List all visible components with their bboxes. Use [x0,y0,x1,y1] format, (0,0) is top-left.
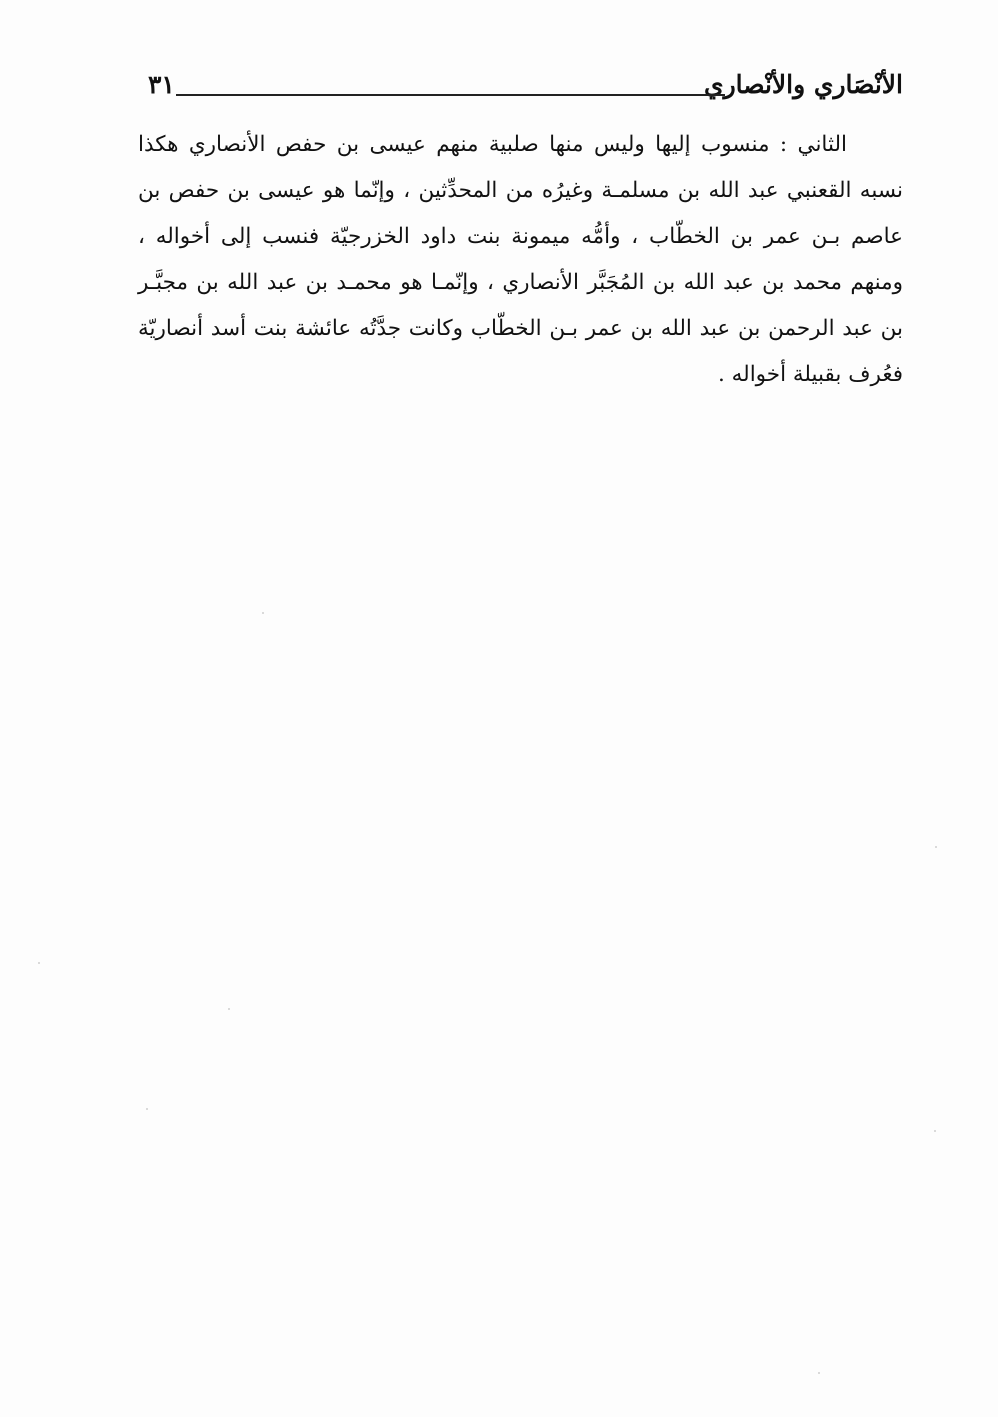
body-text [138,122,903,398]
header-rule [176,94,725,96]
scan-speck [934,1130,936,1132]
running-title: الأنْصَاري والأنْصاري [704,70,903,99]
scan-speck [228,1008,230,1010]
scan-speck [262,612,264,614]
scan-speck [818,1372,820,1374]
scan-speck [146,1108,148,1110]
paragraph: الثاني : منسوب إليها وليس منها صلبية منهم عيسى بن حفص الأنصاري هكذا نسبه القعنبي عبد الله بن مسلمـة وغيرُه من المحدِّثين ، وإنّما هو عيسى بن حفص بن عاصم بـن عمر بن الخطّاب ، وأمُّه ميمونة بنت داود الخزرجيّة فنسب إلى أخواله ، ومنهم محمد بن عبد الله بن المُجَبَّر الأنصاري ، وإنّمـا هو محمـد بن عبد الله بن مجبَّـر بن عبد الرحمن بن عبد الله بن عمر بـن الخطّاب وكانت جدَّتُه عائشة بنت أسد أنصاريّة فعُرف بقبيلة أخواله . [138,132,903,387]
running-header [148,68,903,112]
scan-speck [935,846,937,848]
scan-speck [38,962,40,964]
page-number: ٣١ [148,70,175,99]
